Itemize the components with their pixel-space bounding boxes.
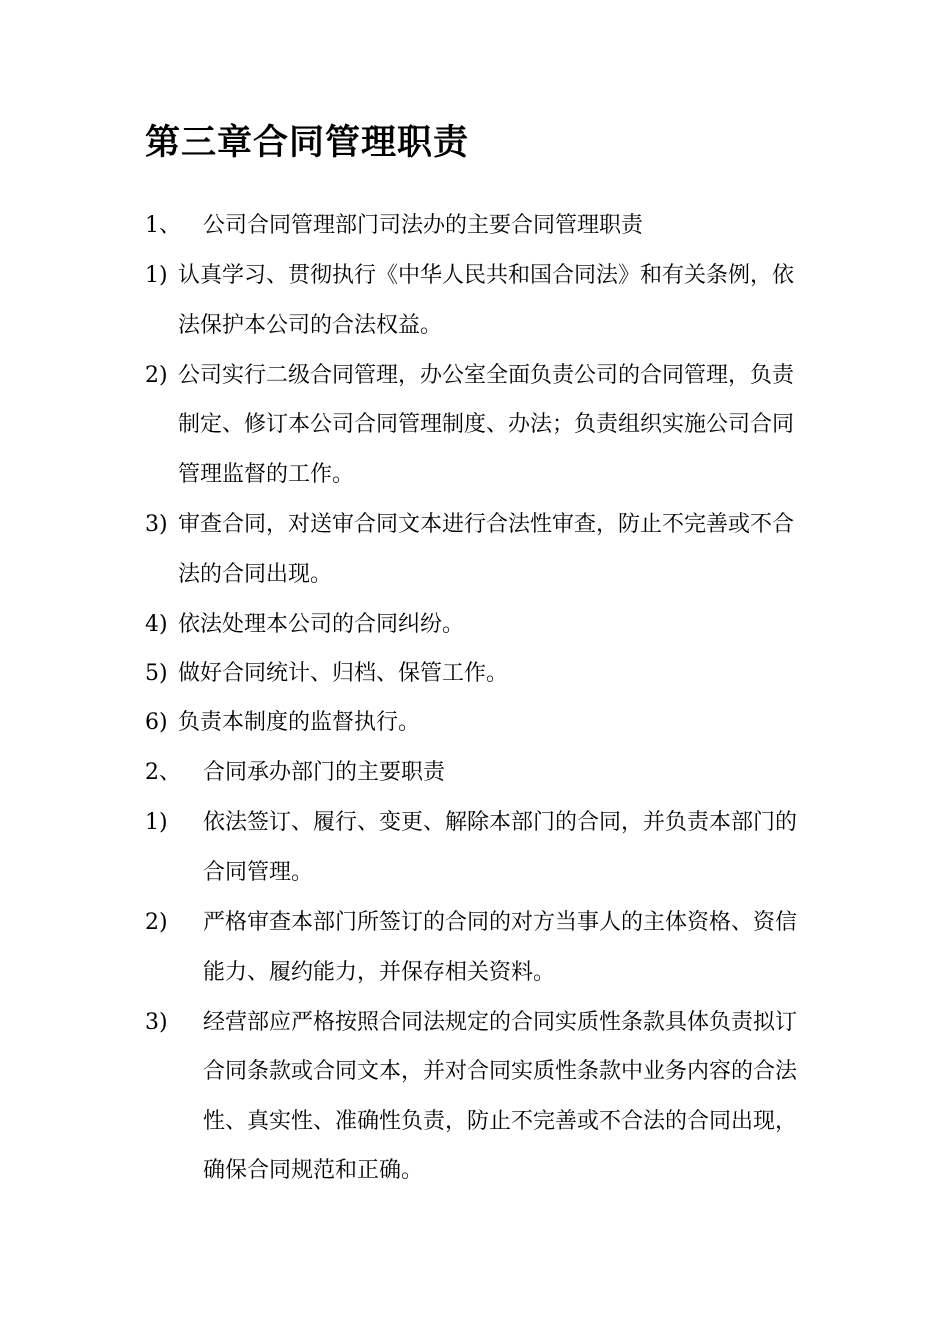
item-1-6-number: 6) xyxy=(145,710,168,735)
section-2-heading: 合同承办部门的主要职责 xyxy=(203,760,446,785)
item-1-6-line-1: 负责本制度的监督执行。 xyxy=(178,710,421,735)
item-1-1-line-2: 法保护本公司的合法权益。 xyxy=(178,313,443,338)
item-2-3-number: 3) xyxy=(145,1010,168,1035)
item-2-2-number: 2) xyxy=(145,910,168,935)
item-2-1-number: 1) xyxy=(145,810,168,835)
item-2-3-line-2: 合同条款或合同文本，并对合同实质性条款中业务内容的合法 xyxy=(203,1059,798,1084)
item-2-2-line-1: 严格审查本部门所签订的合同的对方当事人的主体资格、资信 xyxy=(203,910,798,935)
item-1-4-line-1: 依法处理本公司的合同纠纷。 xyxy=(178,612,465,637)
item-1-5-number: 5) xyxy=(145,661,168,686)
item-1-3-line-2: 法的合同出现。 xyxy=(178,562,333,587)
item-1-2-line-3: 管理监督的工作。 xyxy=(178,462,355,487)
item-1-2-number: 2) xyxy=(145,363,168,388)
item-1-4-number: 4) xyxy=(145,612,168,637)
item-1-3-line-1: 审查合同，对送审合同文本进行合法性审查，防止不完善或不合 xyxy=(178,512,795,537)
item-2-2-line-2: 能力、履约能力，并保存相关资料。 xyxy=(203,960,556,985)
item-1-1-line-1: 认真学习、贯彻执行《中华人民共和国合同法》和有关条例，依 xyxy=(178,263,795,288)
chapter-title: 第三章合同管理职责 xyxy=(145,123,470,163)
item-2-3-line-1: 经营部应严格按照合同法规定的合同实质性条款具体负责拟订 xyxy=(203,1010,798,1035)
section-1-heading: 公司合同管理部门司法办的主要合同管理职责 xyxy=(203,213,644,238)
section-1-number: 1、 xyxy=(145,213,181,238)
item-2-3-line-4: 确保合同规范和正确。 xyxy=(203,1158,424,1183)
item-2-1-line-1: 依法签订、履行、变更、解除本部门的合同，并负责本部门的 xyxy=(203,810,798,835)
item-1-2-line-1: 公司实行二级合同管理，办公室全面负责公司的合同管理，负责 xyxy=(178,363,795,388)
section-2-number: 2、 xyxy=(145,760,181,785)
item-2-3-line-3: 性、真实性、准确性负责，防止不完善或不合法的合同出现， xyxy=(203,1109,798,1134)
item-2-1-line-2: 合同管理。 xyxy=(203,860,314,885)
item-1-2-line-2: 制定、修订本公司合同管理制度、办法；负责组织实施公司合同 xyxy=(178,412,795,437)
item-1-3-number: 3) xyxy=(145,512,168,537)
item-1-5-line-1: 做好合同统计、归档、保管工作。 xyxy=(178,661,509,686)
item-1-1-number: 1) xyxy=(145,263,168,288)
